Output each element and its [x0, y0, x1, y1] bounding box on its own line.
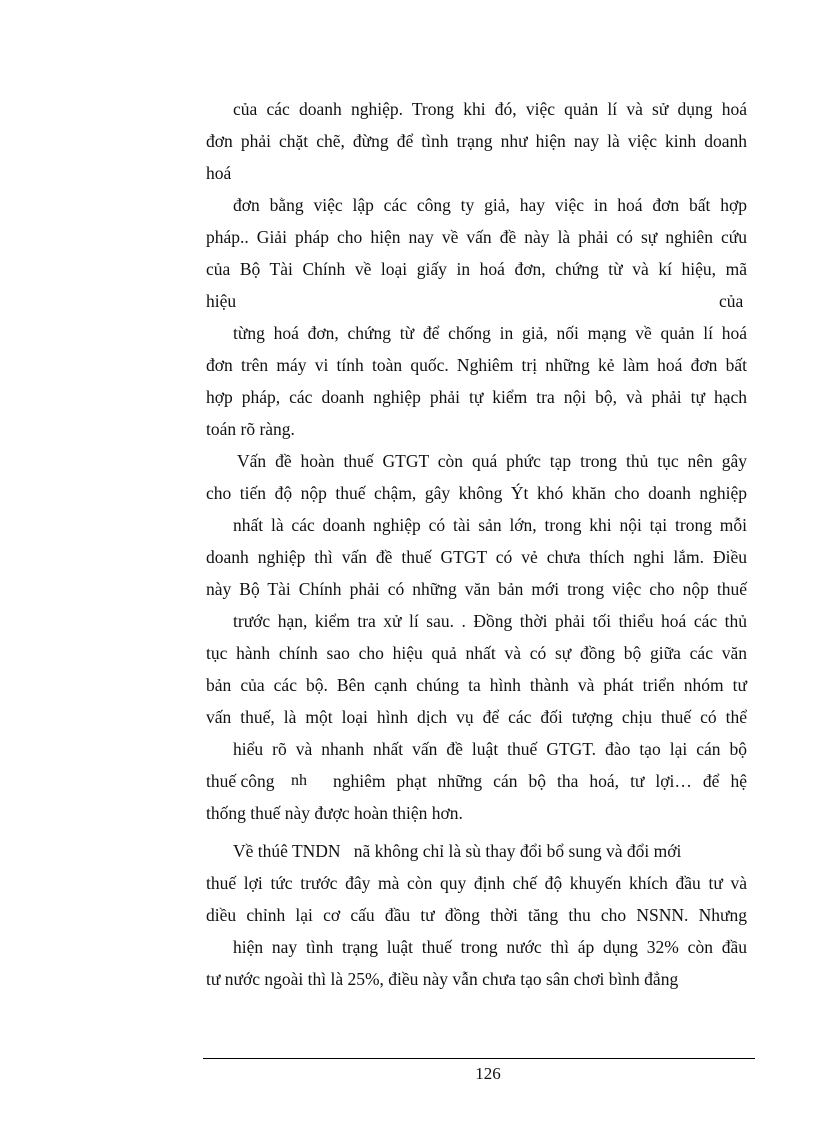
text-line: vấn thuế, là một loại hình dịch vụ để các đối tượng chịu thuế có thể — [206, 707, 747, 727]
text-line: này Bộ Tài Chính phải có những văn bản mới trong việc cho nộp thuế — [206, 579, 747, 599]
text-line: pháp.. Giải pháp cho hiện nay về vấn đề này là phải có sự nghiên cứu — [206, 227, 747, 247]
text-line: hiểu rõ và nhanh nhất vấn đề luật thuế GTGT. đào tạo lại cán bộ — [233, 739, 747, 759]
text-line: tư nước ngoài thì là 25%, điều này vẫn chưa tạo sân chơi bình đẳng — [206, 969, 679, 989]
text-line: thống thuế này được hoàn thiện hơn. — [206, 803, 463, 823]
text-line: của các doanh nghiệp. Trong khi đó, việc quản lí và sử dụng hoá — [233, 99, 747, 119]
text-line: doanh nghiệp thì vấn đề thuế GTGT có vẻ chưa thích nghi lắm. Điều — [206, 547, 747, 567]
text-line: hợp pháp, các doanh nghiệp phải tự kiểm tra nội bộ, và phải tự hạch — [206, 387, 747, 407]
text-line: diều chỉnh lại cơ cấu đầu tư đồng thời tăng thu cho NSNN. Nhưng — [206, 905, 747, 925]
text-line: từng hoá đơn, chứng từ để chống in giả, nối mạng về quản lí hoá — [233, 323, 747, 343]
text-line: hiện nay tình trạng luật thuế trong nước thì áp dụng 32% còn đầu — [233, 937, 747, 957]
text-line: nhất là các doanh nghiệp có tài sản lớn, trong khi nội tại trong mỗi — [233, 515, 747, 535]
footer-divider — [203, 1058, 755, 1059]
text-line: toán rõ ràng. — [206, 419, 295, 439]
text-line: thuế công — [206, 771, 275, 791]
text-line: tục hành chính sao cho hiệu quả nhất và có sự đồng bộ giữa các văn — [206, 643, 747, 663]
text-line: đơn phải chặt chẽ, đừng để tình trạng như hiện nay là việc kinh doanh — [206, 131, 747, 151]
text-line: trước hạn, kiểm tra xử lí sau. . Đồng thời phải tối thiểu hoá các thủ — [233, 611, 747, 631]
text-line: đơn trên máy vi tính toàn quốc. Nghiêm trị những kẻ làm hoá đơn bất — [206, 355, 747, 375]
page-number: 126 — [475, 1064, 501, 1083]
text-line: của — [719, 291, 744, 311]
text-line: Về thúê TNDN nã không chỉ là sù thay đổi bổ sung và đổi mới — [233, 841, 682, 861]
text-fragment: nh — [291, 772, 307, 789]
text-line: nghiêm phạt những cán bộ tha hoá, tư lợi… để hệ — [333, 771, 747, 791]
text-line: đơn bằng việc lập các công ty giả, hay việc in hoá đơn bất hợp — [233, 195, 747, 215]
text-line: hoá — [206, 163, 232, 183]
text-line: cho tiến độ nộp thuế chậm, gây không Ýt khó khăn cho doanh nghiệp — [206, 483, 747, 503]
text-line: của Bộ Tài Chính về loại giấy in hoá đơn, chứng từ và kí hiệu, mã — [206, 259, 747, 279]
text-line: hiệu — [206, 291, 237, 311]
text-line: bản của các bộ. Bên cạnh chúng ta hình thành và phát triển nhóm tư — [206, 675, 747, 695]
text-line: Vấn đề hoàn thuế GTGT còn quá phức tạp trong thủ tục nên gây — [237, 451, 747, 471]
text-line: thuế lợi tức trước đây mà còn quy định chế độ khuyến khích đầu tư và — [206, 873, 747, 893]
